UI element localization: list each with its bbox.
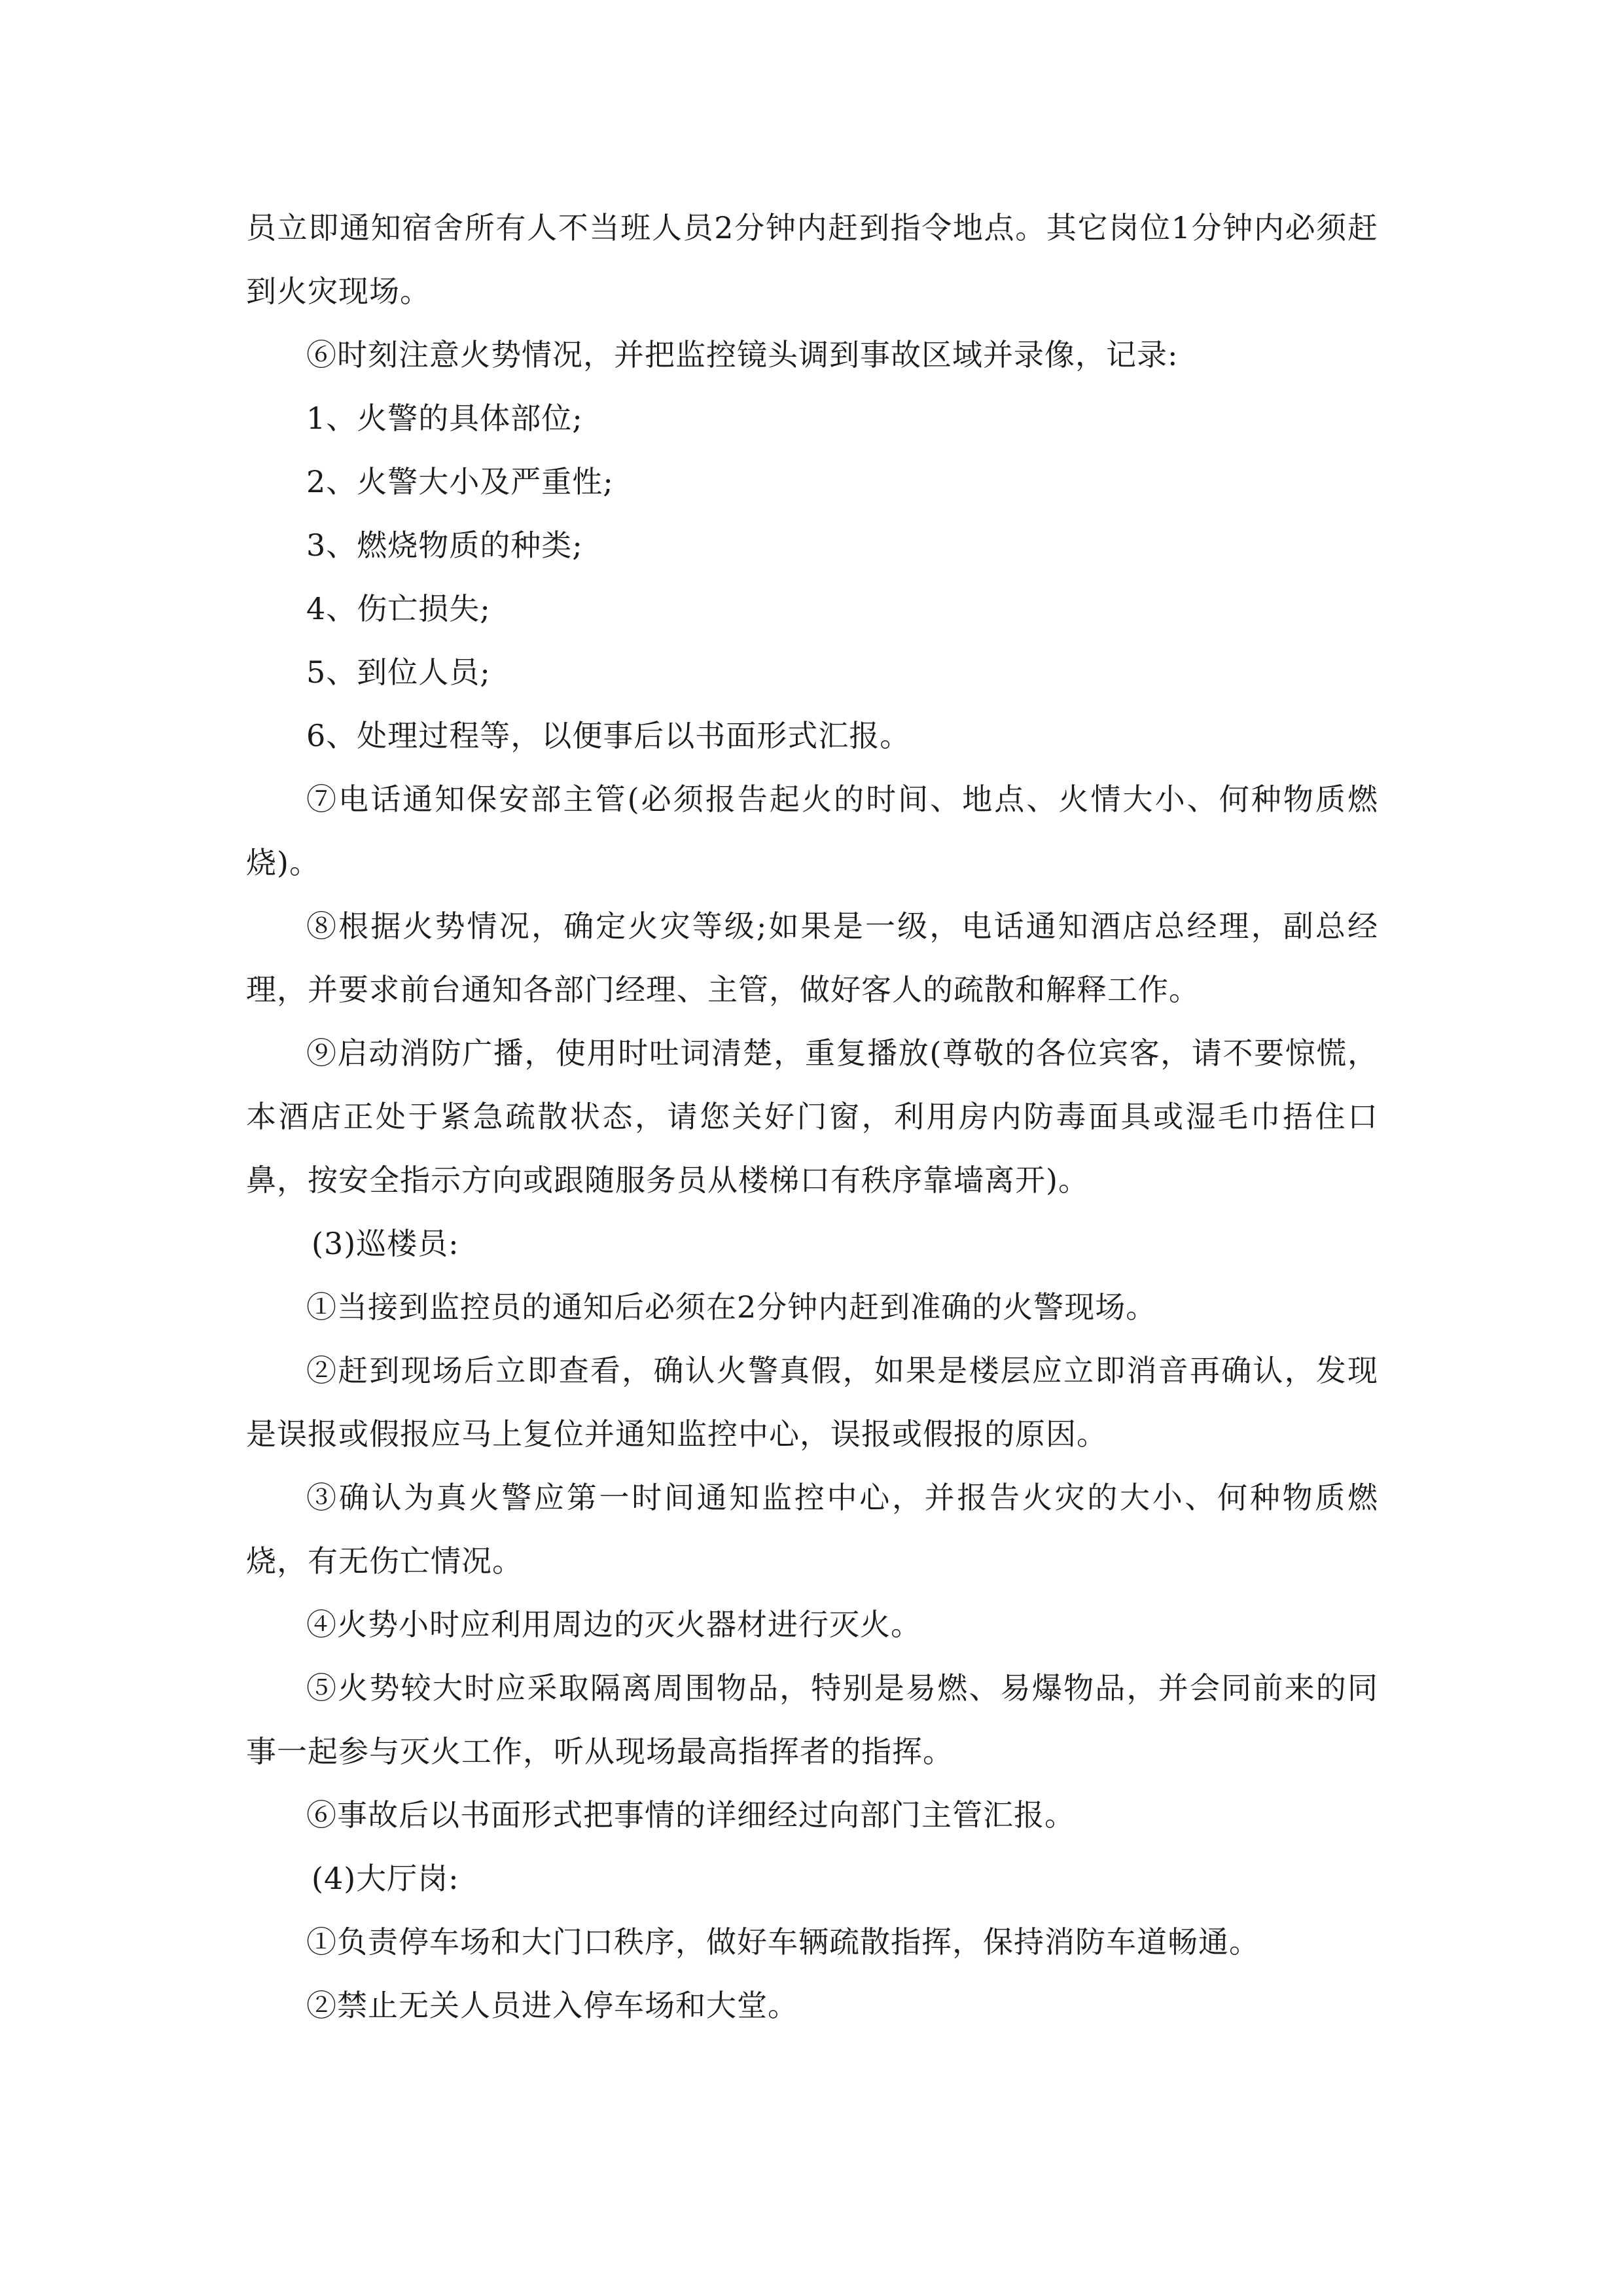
section-heading-lobby: (4)大厅岗: (312, 1861, 459, 1896)
paragraph-item-6: ⑥时刻注意火势情况，并把监控镜头调到事故区域并录像，记录: (306, 337, 1179, 372)
list-item-3: 3、燃烧物质的种类; (306, 528, 583, 563)
paragraph-item-9: ⑨启动消防广播，使用时吐词清楚，重复播放(尊敬的各位宾客，请不要惊慌，本酒店正处于紧急疏散状态，请您关好门窗，利用房内防毒面具或湿毛巾捂住口鼻，按安全指示方向或跟随服务员从楼梯口有秩序靠墙离开)。 (246, 1035, 1378, 1198)
paragraph-item-8: ⑧根据火势情况，确定火灾等级;如果是一级，电话通知酒店总经理，副总经理，并要求前台通知各部门经理、主管，做好客人的疏散和解释工作。 (246, 908, 1378, 1007)
patrol-item-5: ⑤火势较大时应采取隔离周围物品，特别是易燃、易爆物品，并会同前来的同事一起参与灭火工作，听从现场最高指挥者的指挥。 (246, 1670, 1378, 1769)
list-item-5: 5、到位人员; (306, 655, 491, 690)
document-body (246, 196, 1378, 2037)
list-item-2: 2、火警大小及严重性; (306, 464, 614, 499)
patrol-item-6: ⑥事故后以书面形式把事情的详细经过向部门主管汇报。 (306, 1797, 1075, 1833)
lobby-item-2: ②禁止无关人员进入停车场和大堂。 (306, 1988, 798, 2023)
list-item-4: 4、伤亡损失; (306, 591, 491, 626)
paragraph-item-7: ⑦电话通知保安部主管(必须报告起火的时间、地点、火情大小、何种物质燃烧)。 (246, 781, 1378, 880)
paragraph-continuation: 员立即通知宿舍所有人不当班人员2分钟内赶到指令地点。其它岗位1分钟内必须赶到火灾现场。 (246, 210, 1378, 309)
list-item-1: 1、火警的具体部位; (306, 401, 583, 436)
patrol-item-4: ④火势小时应利用周边的灭火器材进行灭火。 (306, 1607, 921, 1642)
list-item-6: 6、处理过程等，以便事后以书面形式汇报。 (306, 718, 911, 753)
section-heading-patrol: (3)巡楼员: (312, 1226, 459, 1261)
patrol-item-3: ③确认为真火警应第一时间通知监控中心，并报告火灾的大小、何种物质燃烧，有无伤亡情况。 (246, 1480, 1378, 1579)
lobby-item-1: ①负责停车场和大门口秩序，做好车辆疏散指挥，保持消防车道畅通。 (306, 1924, 1260, 1960)
patrol-item-1: ①当接到监控员的通知后必须在2分钟内赶到准确的火警现场。 (306, 1289, 1157, 1325)
patrol-item-2: ②赶到现场后立即查看，确认火警真假，如果是楼层应立即消音再确认，发现是误报或假报应马上复位并通知监控中心，误报或假报的原因。 (246, 1353, 1378, 1452)
